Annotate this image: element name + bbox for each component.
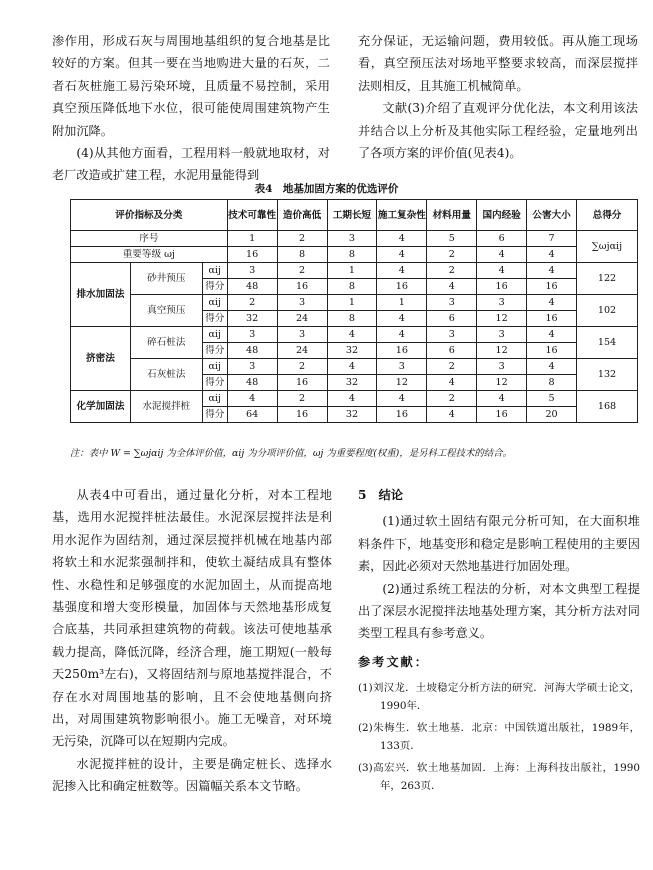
table-cell: 8 — [327, 311, 377, 327]
table-cell: 12 — [477, 343, 527, 359]
table-cell: 8 — [527, 375, 577, 391]
reference-item: (2)朱梅生．软土地基．北京：中国铁道出版社，1989年，133页． — [358, 722, 640, 753]
table-cell: 6 — [477, 231, 527, 247]
header-col: 施工复杂性 — [377, 200, 427, 231]
table-cell: 12 — [377, 375, 427, 391]
table-cell: 4 — [527, 327, 577, 343]
paragraph: 文献(3)介绍了直观评分优化法，本文利用该法并结合以上分析及其他实际工程经验，定量地列出了各项方案的评价值(见表4)。 — [358, 101, 638, 161]
row-label-seq: 序号 — [71, 231, 228, 247]
references-heading: 参考文献： — [358, 654, 429, 669]
table-cell: 16 — [527, 343, 577, 359]
table-cell: 3 — [327, 231, 377, 247]
table-cell: 4 — [527, 359, 577, 375]
table-cell: 4 — [377, 247, 427, 263]
table-cell: 3 — [377, 359, 427, 375]
table-cell: 4 — [377, 263, 427, 279]
table-cell: 32 — [227, 311, 277, 327]
table-cell: 48 — [227, 279, 277, 295]
table-cell: 16 — [227, 247, 277, 263]
reference-item: (1)刘汉龙．土坡稳定分析方法的研究．河海大学硕士论文，1990年． — [358, 682, 640, 713]
table-cell: 3 — [277, 295, 327, 311]
table-cell: 4 — [327, 359, 377, 375]
table-cell: 2 — [277, 359, 327, 375]
table-cell: 2 — [427, 263, 477, 279]
table-cell: 16 — [377, 407, 427, 423]
table-cell: 2 — [427, 247, 477, 263]
method-label: 碎石桩法 — [130, 327, 202, 359]
paragraph: (2)通过系统工程法的分析，对本文典型工程提出了深层水泥搅拌法地基处理方案，其分析方法对同类型工程具有参考意义。 — [358, 581, 640, 641]
table-cell: 12 — [477, 375, 527, 391]
total-formula: ∑ωjαij — [577, 231, 638, 263]
table-cell: 16 — [277, 407, 327, 423]
table-cell: 4 — [327, 391, 377, 407]
total-score: 168 — [577, 391, 638, 423]
row-label-score: 得分 — [202, 311, 227, 327]
table-cell: 4 — [527, 263, 577, 279]
row-label-score: 得分 — [202, 375, 227, 391]
table-cell: 8 — [327, 279, 377, 295]
paragraph: (4)从其他方面看，工程用料一般就地取材，对老厂改造或扩建工程，水泥用量能得到 — [52, 146, 330, 183]
table-cell: 3 — [427, 327, 477, 343]
table-cell: 3 — [227, 359, 277, 375]
table-cell: 32 — [327, 343, 377, 359]
table-cell: 2 — [227, 295, 277, 311]
top-right-column — [358, 30, 638, 164]
reference-item: (3)高宏兴．软土地基加固．上海：上海科技出版社，1990年，263页． — [358, 762, 640, 793]
table-cell: 16 — [527, 279, 577, 295]
table-cell: 4 — [377, 231, 427, 247]
table-cell: 20 — [527, 407, 577, 423]
table-cell: 1 — [377, 295, 427, 311]
table-cell: 6 — [427, 311, 477, 327]
table-cell: 4 — [377, 311, 427, 327]
table-cell: 4 — [477, 391, 527, 407]
table-cell: 2 — [277, 391, 327, 407]
method-label: 水泥搅拌桩 — [130, 391, 202, 423]
table-cell: 4 — [427, 407, 477, 423]
row-label-aij: αij — [202, 327, 227, 343]
paragraph: 充分保证，无运输问题，费用较低。再从施工现场看，真空预压法对场地平整要求较高，而深层搅拌法则相反，且其施工机械简单。 — [358, 34, 638, 93]
row-label-aij: αij — [202, 391, 227, 407]
paragraph: 从表4中可看出，通过量化分析，对本工程地基，选用水泥搅拌桩法最佳。水泥深层搅拌法是利用水泥作为固结剂，通过深层搅拌机械在地基内部将软土和水泥浆强制拌和，使软土凝结成具有整体性、水稳性和足够强度的水泥加固土，从而提高地基强度和增大变形模量，加固体与天然地基形成复合底基，共同承担建筑物的荷载。该法可使地基承载力提高，降低沉降，经济合理，施工期短(一般每天250m³左右)，又将固结剂与原地基搅拌混合，不存在水对周围地基的影响，且不会使地基侧向挤出，对周围建筑物影响很小。施工无噪音，对环境无污染，沉降可以在短期内完成。 — [52, 488, 332, 749]
method-label: 石灰桩法 — [130, 359, 202, 391]
bottom-right-column — [358, 484, 640, 799]
paragraph: 水泥搅拌桩的设计，主要是确定桩长、选择水泥掺入比和确定桩数等。因篇幅关系本文节略。 — [52, 756, 332, 794]
table-cell: 4 — [477, 263, 527, 279]
paragraph: 渗作用，形成石灰与周围地基组织的复合地基是比较好的方案。但其一要在当地购进大量的石灰，二者石灰桩施工易污染环境，且质量不易控制，采用真空预压降低地下水位，很可能使周围建筑物产生附加沉降。 — [52, 34, 330, 138]
table-cell: 48 — [227, 343, 277, 359]
table-cell: 3 — [477, 295, 527, 311]
table-caption: 表4 地基加固方案的优选评价 — [254, 183, 399, 195]
table-note: 注：表中 W = ∑ωjαij 为全体评价值，αij 为分项评价值，ωj 为重要程度(权重)，是另科工程技术的结合。 — [70, 448, 512, 459]
table-cell: 12 — [477, 311, 527, 327]
table-cell: 5 — [527, 391, 577, 407]
total-score: 122 — [577, 263, 638, 295]
header-col: 造价高低 — [277, 200, 327, 231]
section-heading: 5 结论 — [358, 488, 404, 502]
table-cell: 24 — [277, 343, 327, 359]
table-cell: 24 — [277, 311, 327, 327]
row-label-score: 得分 — [202, 279, 227, 295]
table-cell: 16 — [527, 311, 577, 327]
table-cell: 8 — [327, 247, 377, 263]
table-cell: 3 — [427, 295, 477, 311]
row-label-aij: αij — [202, 295, 227, 311]
table-cell: 4 — [377, 391, 427, 407]
header-col: 公害大小 — [527, 200, 577, 231]
table-cell: 8 — [277, 247, 327, 263]
table-cell: 1 — [327, 263, 377, 279]
row-label-score: 得分 — [202, 343, 227, 359]
group-label: 化学加固法 — [71, 391, 131, 423]
table-cell: 4 — [477, 247, 527, 263]
method-label: 真空预压 — [130, 295, 202, 327]
table-cell: 3 — [227, 263, 277, 279]
top-left-column — [52, 30, 330, 187]
table-cell: 16 — [477, 279, 527, 295]
header-col: 技术可靠性 — [227, 200, 277, 231]
table-cell: 3 — [227, 327, 277, 343]
row-label-aij: αij — [202, 263, 227, 279]
table-cell: 4 — [227, 391, 277, 407]
group-label: 排水加固法 — [71, 263, 131, 327]
header-total: 总得分 — [577, 200, 638, 231]
table-cell: 16 — [477, 407, 527, 423]
method-label: 砂井预压 — [130, 263, 202, 295]
evaluation-table — [70, 199, 638, 423]
group-label: 挤密法 — [71, 327, 131, 391]
table-cell: 4 — [527, 247, 577, 263]
table-cell: 4 — [327, 327, 377, 343]
table-cell: 5 — [427, 231, 477, 247]
header-col: 工期长短 — [327, 200, 377, 231]
row-label-score: 得分 — [202, 407, 227, 423]
table-cell: 3 — [477, 359, 527, 375]
table-cell: 4 — [377, 327, 427, 343]
table-cell: 16 — [377, 279, 427, 295]
table-cell: 4 — [427, 375, 477, 391]
table-cell: 32 — [327, 375, 377, 391]
header-col: 国内经验 — [477, 200, 527, 231]
bottom-left-column — [52, 484, 332, 798]
total-score: 132 — [577, 359, 638, 391]
total-score: 102 — [577, 295, 638, 327]
table-cell: 16 — [377, 343, 427, 359]
table-cell: 64 — [227, 407, 277, 423]
table-cell: 4 — [427, 279, 477, 295]
paragraph: (1)通过软土固结有限元分析可知，在大面积堆料条件下，地基变形和稳定是影响工程使用的主要因素，因此必须对天然地基进行加固处理。 — [358, 514, 640, 574]
table-cell: 16 — [277, 279, 327, 295]
table-cell: 3 — [477, 327, 527, 343]
table-cell: 3 — [277, 327, 327, 343]
row-label-aij: αij — [202, 359, 227, 375]
total-score: 154 — [577, 327, 638, 359]
row-label-weight: 重要等级 ωj — [71, 247, 228, 263]
table-cell: 2 — [277, 263, 327, 279]
table-cell: 7 — [527, 231, 577, 247]
table-cell: 2 — [427, 359, 477, 375]
table-cell: 2 — [277, 231, 327, 247]
header-category: 评价指标及分类 — [71, 200, 228, 231]
table-cell: 1 — [227, 231, 277, 247]
table-cell: 16 — [277, 375, 327, 391]
table-cell: 32 — [327, 407, 377, 423]
table-cell: 1 — [327, 295, 377, 311]
table-cell: 6 — [427, 343, 477, 359]
table-cell: 4 — [527, 295, 577, 311]
table-cell: 48 — [227, 375, 277, 391]
header-col: 材料用量 — [427, 200, 477, 231]
table-cell: 2 — [427, 391, 477, 407]
